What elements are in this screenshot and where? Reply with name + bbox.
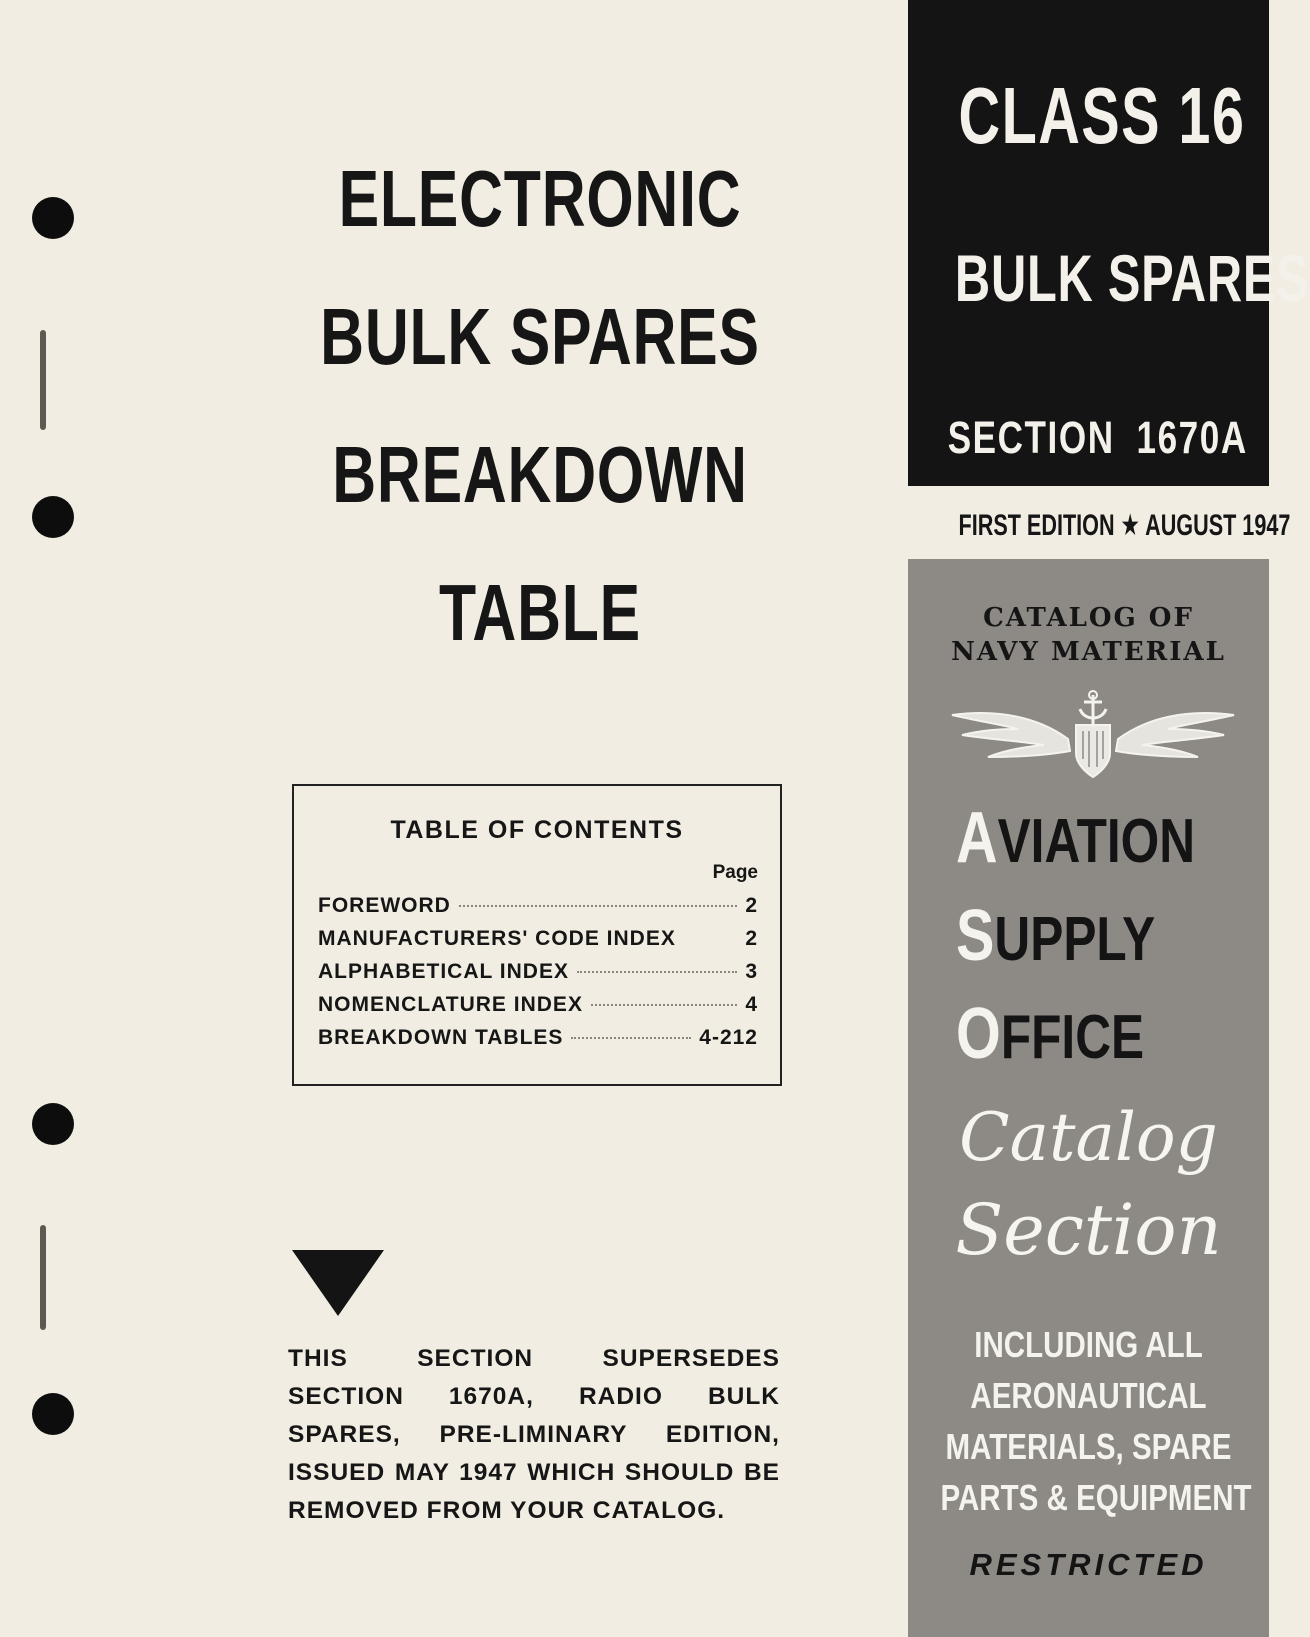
aso-rest: FFICE bbox=[1000, 1003, 1145, 1072]
punch-hole bbox=[32, 197, 74, 239]
toc-entry-page: 2 bbox=[745, 894, 758, 917]
toc-entry-label: MANUFACTURERS' CODE INDEX bbox=[318, 927, 676, 950]
catalog-of-line: CATALOG OF bbox=[983, 603, 1194, 633]
section-script-heading: Section bbox=[955, 1189, 1222, 1271]
supersede-notice: THIS SECTION SUPERSEDES SECTION 1670A, RADIO BULK SPARES, PRE-LIMINARY EDITION, ISSUED MAY 1947 WHICH SHOULD BE REMOVED FROM YOUR CATALOG. bbox=[288, 1345, 780, 1524]
table-of-contents bbox=[292, 784, 782, 1086]
title-line: BULK SPARES bbox=[320, 292, 760, 381]
class-subtitle: BULK SPARES bbox=[954, 241, 1310, 315]
catalog-of-navy-material bbox=[908, 601, 1269, 669]
including-line: MATERIALS, SPARE bbox=[945, 1426, 1232, 1467]
toc-entry-page: 3 bbox=[745, 960, 758, 983]
paper-tear-mark bbox=[40, 330, 46, 430]
navy-material-line: NAVY MATERIAL bbox=[951, 637, 1226, 667]
toc-heading: TABLE OF CONTENTS bbox=[390, 816, 684, 844]
punch-hole bbox=[32, 496, 74, 538]
including-line: PARTS & EQUIPMENT bbox=[940, 1477, 1252, 1518]
title-line: TABLE bbox=[439, 568, 641, 657]
title-line: BREAKDOWN bbox=[332, 430, 748, 519]
edition-line: FIRST EDITION ★ AUGUST 1947 bbox=[958, 509, 1291, 542]
toc-entry-label: BREAKDOWN TABLES bbox=[318, 1026, 564, 1049]
section-word: SECTION bbox=[947, 412, 1115, 463]
title-line: ELECTRONIC bbox=[338, 154, 742, 243]
toc-page-header: Page bbox=[712, 862, 758, 883]
toc-entry-foreword[interactable] bbox=[318, 894, 758, 924]
aso-line-supply bbox=[956, 889, 1195, 987]
section-label bbox=[947, 412, 1248, 464]
aso-line-aviation bbox=[956, 791, 1195, 889]
naval-aviator-wings-icon bbox=[948, 687, 1238, 787]
toc-entry-nomenclature-index[interactable] bbox=[318, 993, 758, 1023]
class-label: CLASS 16 bbox=[958, 71, 1246, 160]
leader-dots bbox=[571, 1037, 691, 1039]
leader-dots bbox=[459, 905, 737, 907]
document-title bbox=[320, 130, 761, 682]
aso-rest: VIATION bbox=[997, 807, 1196, 876]
class-header-block bbox=[908, 0, 1310, 486]
restricted-stamp: RESTRICTED bbox=[969, 1547, 1208, 1582]
toc-entry-page: 2 bbox=[745, 927, 758, 950]
toc-entry-page: 4 bbox=[745, 993, 758, 1016]
including-line: AERONAUTICAL bbox=[970, 1375, 1207, 1416]
aso-initial: A bbox=[956, 798, 998, 878]
including-line: INCLUDING ALL bbox=[974, 1324, 1203, 1365]
aso-initial: O bbox=[956, 994, 1001, 1074]
aso-initial: S bbox=[956, 896, 995, 976]
punch-hole bbox=[32, 1393, 74, 1435]
leader-dots bbox=[577, 971, 737, 973]
toc-entry-manufacturers-code-index[interactable] bbox=[318, 927, 758, 957]
leader-dots bbox=[591, 1004, 737, 1006]
toc-entry-breakdown-tables[interactable] bbox=[318, 1026, 758, 1056]
aviation-supply-office-wordmark bbox=[956, 791, 1255, 1085]
paper-tear-mark bbox=[40, 1225, 46, 1330]
including-all-text bbox=[940, 1319, 1252, 1523]
toc-entry-alphabetical-index[interactable] bbox=[318, 960, 758, 990]
catalog-script-heading: Catalog bbox=[959, 1099, 1218, 1176]
aso-rest: UPPLY bbox=[994, 905, 1156, 974]
aso-line-office bbox=[956, 987, 1195, 1085]
arrow-down-icon bbox=[290, 1250, 386, 1318]
section-number: 1670A bbox=[1136, 412, 1248, 463]
toc-entry-label: FOREWORD bbox=[318, 894, 451, 917]
toc-entry-label: ALPHABETICAL INDEX bbox=[318, 960, 569, 983]
punch-hole bbox=[32, 1103, 74, 1145]
toc-entry-label: NOMENCLATURE INDEX bbox=[318, 993, 583, 1016]
aso-catalog-block bbox=[908, 559, 1269, 1637]
toc-entry-page: 4-212 bbox=[699, 1026, 758, 1049]
leader-dots bbox=[684, 938, 737, 940]
